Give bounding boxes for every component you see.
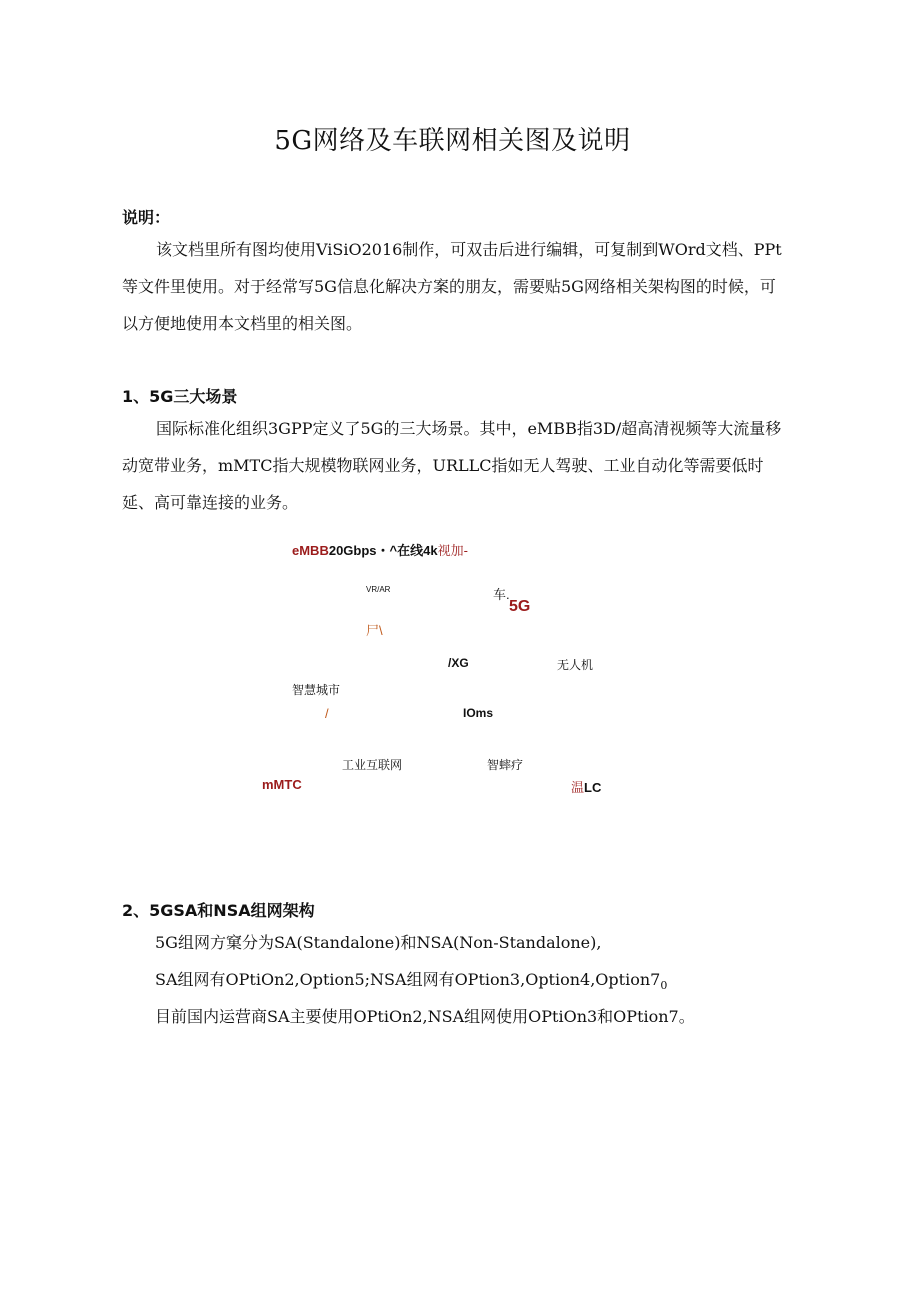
embb-rate: 20Gbps・^在线4k: [328, 543, 438, 558]
urllc-suffix: LC: [584, 780, 602, 795]
mmtc-label: mMTC: [262, 777, 302, 792]
smart-city-label: 智慧城市: [292, 683, 341, 697]
door-glyph: 尸\: [366, 623, 383, 638]
slash-glyph: /: [325, 706, 329, 721]
section1-heading: 1、5G三大场景: [122, 387, 238, 406]
section2-line-2: [155, 967, 667, 992]
car-label: 车.: [493, 587, 510, 602]
urllc-prefix: 温: [571, 780, 585, 795]
industrial-internet-label: 工业互联网: [342, 758, 403, 772]
xg-label: /XG: [448, 656, 469, 670]
section2-heading: 2、5GSA和NSA组网架构: [122, 901, 315, 920]
section2-line-2-subscript: 0: [660, 979, 668, 993]
urllc-label: [571, 777, 601, 796]
section2-line-1: 5G组网方窠分为SA(Standalone)和NSA(Non-Standalone),: [155, 933, 602, 952]
five-g-center-label: 5G: [509, 598, 531, 615]
embb-label: [292, 540, 468, 559]
latency-label: IOms: [463, 706, 494, 720]
intro-heading: 说明：: [122, 208, 171, 227]
vr-ar-label: VR/AR: [366, 585, 391, 594]
smart-medical-label: 智蟀疗: [487, 758, 524, 772]
drone-label: 无人机: [557, 658, 594, 672]
embb-suffix: 视加-: [437, 543, 468, 558]
section2-line-3: 目前国内运营商SA主要使用OPtiOn2,NSA组网使用OPtiOn3和OPtion7。: [155, 1007, 695, 1026]
intro-paragraph: 该文档里所有图均使用ViSiO2016制作，可双击后进行编辑，可复制到WOrd文档、PPt等文件里使用。对于经常写5G信息化解决方案的朋友，需要贴5G网络相关架构图的时候，可以方便地使用本文档里的相关图。: [122, 240, 782, 333]
document-title: 5G网络及车联网相关图及说明: [274, 126, 631, 156]
section1-paragraph: 国际标准化组织3GPP定义了5G的三大场景。其中，eMBB指3D/超高清视频等大流量移动宽带业务，mMTC指大规模物联网业务，URLLC指如无人驾驶、工业自动化等需要低时延、高可靠连接的业务。: [122, 419, 782, 512]
section2-line-2-main: SA组网有OPtiOn2,Option5;NSA组网有OPtion3,Option4,Option7: [155, 970, 661, 989]
embb-prefix: eMBB: [292, 543, 329, 558]
